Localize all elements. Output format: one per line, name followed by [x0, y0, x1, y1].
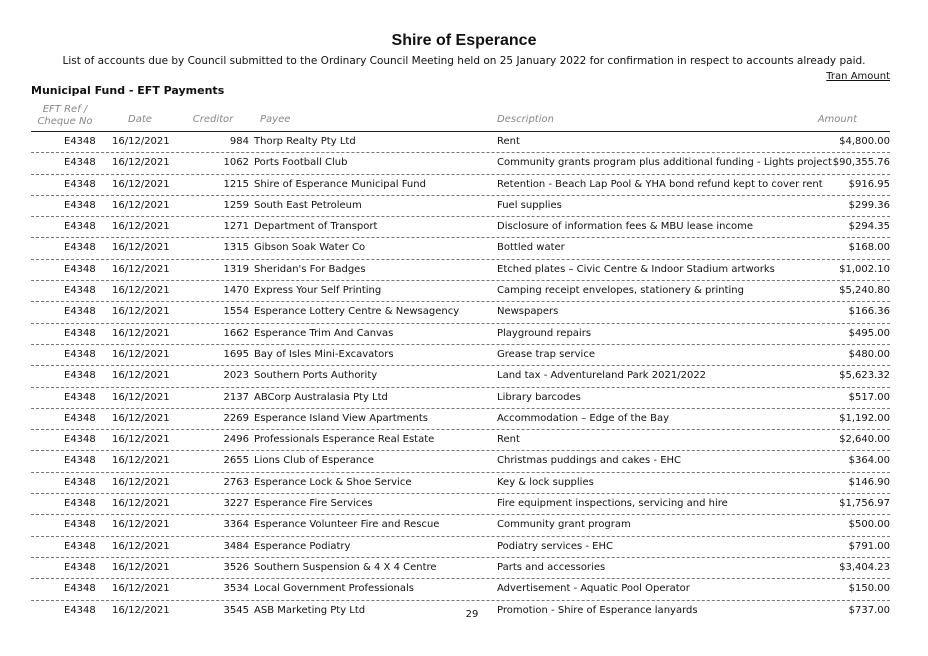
cell-payee: Department of Transport [254, 221, 378, 233]
cell-creditor: 3534 [223, 583, 249, 595]
cell-ref: E4348 [64, 221, 96, 233]
cell-date: 16/12/2021 [112, 306, 170, 318]
cell-date: 16/12/2021 [112, 199, 170, 211]
cell-creditor: 3484 [223, 540, 249, 552]
cell-creditor: 2763 [223, 476, 249, 488]
cell-ref: E4348 [64, 327, 96, 339]
cell-payee: Bay of Isles Mini-Excavators [254, 348, 394, 360]
cell-date: 16/12/2021 [112, 370, 170, 382]
cell-creditor: 3227 [223, 498, 249, 510]
table-row [31, 473, 890, 494]
payments-table-body [0, 132, 928, 621]
cell-ref: E4348 [64, 434, 96, 446]
cell-description: Fuel supplies [497, 199, 562, 211]
cell-payee: Esperance Lottery Centre & Newsagency [254, 306, 460, 318]
table-row [31, 217, 890, 238]
cell-payee: Esperance Lock & Shoe Service [254, 476, 412, 488]
cell-date: 16/12/2021 [112, 498, 170, 510]
cell-payee: Thorp Realty Pty Ltd [254, 136, 356, 147]
cell-payee: Lions Club of Esperance [254, 455, 374, 467]
cell-date: 16/12/2021 [112, 519, 170, 531]
cell-ref: E4348 [64, 306, 96, 318]
table-row [31, 579, 890, 600]
cell-creditor: 1319 [223, 263, 249, 275]
cell-description: Land tax - Adventureland Park 2021/2022 [497, 370, 707, 382]
table-row [31, 345, 890, 366]
cell-payee: Express Your Self Printing [254, 285, 382, 297]
table-row [31, 153, 890, 174]
cell-date: 16/12/2021 [112, 221, 170, 233]
cell-description: Community grant program [497, 519, 631, 531]
cell-description: Community grants program plus additional funding - Lights project [497, 157, 832, 169]
table-row [31, 238, 890, 259]
cell-payee: South East Petroleum [254, 199, 362, 211]
cell-date: 16/12/2021 [112, 136, 170, 147]
cell-date: 16/12/2021 [112, 583, 170, 595]
table-row [31, 302, 890, 323]
cell-description: Etched plates – Civic Centre & Indoor Stadium artworks [497, 263, 775, 275]
cell-ref: E4348 [64, 136, 96, 147]
cell-payee: Esperance Trim And Canvas [254, 327, 394, 339]
cell-ref: E4348 [64, 157, 96, 169]
cell-creditor: 1315 [223, 242, 249, 254]
cell-ref: E4348 [64, 561, 96, 573]
cell-ref: E4348 [64, 604, 96, 616]
cell-description: Disclosure of information fees & MBU lease income [497, 221, 753, 233]
column-header-ref: EFT Ref / Cheque No [37, 104, 93, 127]
cell-creditor: 3526 [223, 561, 249, 573]
table-row [31, 196, 890, 217]
cell-amount: $3,404.23 [839, 561, 890, 573]
cell-amount: $146.90 [848, 476, 890, 488]
cell-amount: $168.00 [848, 242, 890, 254]
cell-ref: E4348 [64, 540, 96, 552]
cell-description: Accommodation – Edge of the Bay [497, 412, 670, 424]
cell-date: 16/12/2021 [112, 391, 170, 403]
cell-date: 16/12/2021 [112, 455, 170, 467]
column-header-payee: Payee [260, 114, 291, 125]
table-row [31, 324, 890, 345]
cell-ref: E4348 [64, 348, 96, 360]
cell-description: Grease trap service [497, 348, 595, 360]
cell-payee: ABCorp Australasia Pty Ltd [254, 391, 388, 403]
cell-description: Bottled water [497, 242, 565, 254]
cell-creditor: 984 [229, 136, 249, 147]
document-subtitle: List of accounts due by Council submitted to the Ordinary Council Meeting held on 25 January 2022 for confirmation in respect to accounts already paid. [62, 55, 866, 67]
cell-description: Rent [497, 434, 520, 446]
cell-amount: $5,623.32 [839, 370, 890, 382]
page-number: 29 [465, 609, 479, 620]
table-row [31, 558, 890, 579]
cell-description: Retention - Beach Lap Pool & YHA bond refund kept to cover rent [497, 178, 823, 190]
cell-amount: $150.00 [848, 583, 890, 595]
cell-description: Library barcodes [497, 391, 581, 403]
cell-date: 16/12/2021 [112, 242, 170, 254]
cell-ref: E4348 [64, 263, 96, 275]
cell-amount: $1,192.00 [839, 412, 890, 424]
cell-ref: E4348 [64, 412, 96, 424]
cell-ref: E4348 [64, 242, 96, 254]
cell-description: Key & lock supplies [497, 476, 594, 488]
cell-payee: Esperance Fire Services [254, 498, 373, 510]
section-title: Municipal Fund - EFT Payments [31, 84, 225, 97]
cell-description: Parts and accessories [497, 561, 606, 573]
table-row [31, 175, 890, 196]
cell-amount: $364.00 [848, 455, 890, 467]
cell-date: 16/12/2021 [112, 476, 170, 488]
table-row [31, 388, 890, 409]
cell-creditor: 3545 [223, 604, 249, 616]
column-header-amount: Amount [817, 114, 857, 125]
cell-description: Fire equipment inspections, servicing and hire [497, 498, 728, 510]
cell-amount: $299.36 [848, 199, 890, 211]
cell-creditor: 2655 [223, 455, 249, 467]
cell-payee: Esperance Podiatry [254, 540, 351, 552]
cell-ref: E4348 [64, 370, 96, 382]
table-row [31, 537, 890, 558]
table-row [31, 132, 890, 153]
cell-amount: $500.00 [848, 519, 890, 531]
cell-ref: E4348 [64, 391, 96, 403]
column-header-description: Description [497, 114, 554, 125]
cell-amount: $90,355.76 [832, 157, 890, 169]
cell-date: 16/12/2021 [112, 348, 170, 360]
cell-amount: $166.36 [848, 306, 890, 318]
cell-amount: $294.35 [848, 221, 890, 233]
cell-payee: Southern Ports Authority [254, 370, 378, 382]
cell-ref: E4348 [64, 519, 96, 531]
cell-amount: $480.00 [848, 348, 890, 360]
cell-creditor: 1271 [223, 221, 249, 233]
cell-creditor: 2137 [223, 391, 249, 403]
column-header-creditor: Creditor [192, 114, 234, 125]
tran-amount-label: Tran Amount [826, 71, 890, 82]
cell-ref: E4348 [64, 178, 96, 190]
cell-amount: $1,002.10 [839, 263, 890, 275]
cell-amount: $517.00 [848, 391, 890, 403]
cell-date: 16/12/2021 [112, 263, 170, 275]
table-row [31, 281, 890, 302]
cell-date: 16/12/2021 [112, 604, 170, 616]
cell-creditor: 2496 [223, 434, 249, 446]
cell-amount: $495.00 [848, 327, 890, 339]
cell-date: 16/12/2021 [112, 561, 170, 573]
cell-ref: E4348 [64, 455, 96, 467]
cell-date: 16/12/2021 [112, 327, 170, 339]
table-row [31, 366, 890, 387]
cell-ref: E4348 [64, 476, 96, 488]
table-header [0, 100, 928, 131]
cell-creditor: 1470 [223, 285, 249, 297]
table-row [31, 494, 890, 515]
cell-amount: $916.95 [848, 178, 890, 190]
cell-creditor: 2023 [223, 370, 249, 382]
table-row [31, 260, 890, 281]
document-title: Shire of Esperance [391, 32, 537, 49]
table-row [31, 430, 890, 451]
cell-date: 16/12/2021 [112, 434, 170, 446]
cell-date: 16/12/2021 [112, 178, 170, 190]
cell-date: 16/12/2021 [112, 412, 170, 424]
table-row [31, 409, 890, 430]
cell-description: Advertisement - Aquatic Pool Operator [497, 583, 690, 595]
cell-amount: $737.00 [848, 604, 890, 616]
cell-payee: Local Government Professionals [254, 583, 414, 595]
cell-amount: $2,640.00 [839, 434, 890, 446]
cell-payee: Esperance Volunteer Fire and Rescue [254, 519, 440, 531]
cell-creditor: 3364 [223, 519, 249, 531]
cell-payee: Shire of Esperance Municipal Fund [254, 178, 426, 190]
cell-description: Playground repairs [497, 327, 592, 339]
cell-payee: Esperance Island View Apartments [254, 412, 428, 424]
column-header-date: Date [128, 114, 152, 125]
cell-payee: Gibson Soak Water Co [254, 242, 366, 254]
cell-payee: Ports Football Club [254, 157, 348, 169]
cell-amount: $4,800.00 [839, 136, 890, 147]
cell-creditor: 1662 [223, 327, 249, 339]
cell-description: Christmas puddings and cakes - EHC [497, 455, 682, 467]
cell-amount: $5,240.80 [839, 285, 890, 297]
cell-date: 16/12/2021 [112, 157, 170, 169]
cell-payee: Sheridan's For Badges [254, 263, 366, 275]
cell-date: 16/12/2021 [112, 540, 170, 552]
cell-description: Rent [497, 136, 520, 147]
cell-payee: Professionals Esperance Real Estate [254, 434, 435, 446]
cell-creditor: 1554 [223, 306, 249, 318]
cell-payee: Southern Suspension & 4 X 4 Centre [254, 561, 437, 573]
table-row [31, 515, 890, 536]
cell-amount: $1,756.97 [839, 498, 890, 510]
cell-creditor: 1695 [223, 348, 249, 360]
cell-creditor: 1062 [223, 157, 249, 169]
cell-description: Newspapers [497, 306, 559, 318]
cell-description: Camping receipt envelopes, stationery & printing [497, 285, 744, 297]
cell-creditor: 1259 [223, 199, 249, 211]
cell-amount: $791.00 [848, 540, 890, 552]
cell-creditor: 2269 [223, 412, 249, 424]
cell-payee: ASB Marketing Pty Ltd [254, 604, 366, 616]
table-row [31, 451, 890, 472]
cell-date: 16/12/2021 [112, 285, 170, 297]
cell-description: Podiatry services - EHC [497, 540, 613, 552]
cell-ref: E4348 [64, 498, 96, 510]
cell-creditor: 1215 [223, 178, 249, 190]
cell-description: Promotion - Shire of Esperance lanyards [497, 604, 698, 616]
cell-ref: E4348 [64, 199, 96, 211]
cell-ref: E4348 [64, 583, 96, 595]
cell-ref: E4348 [64, 285, 96, 297]
